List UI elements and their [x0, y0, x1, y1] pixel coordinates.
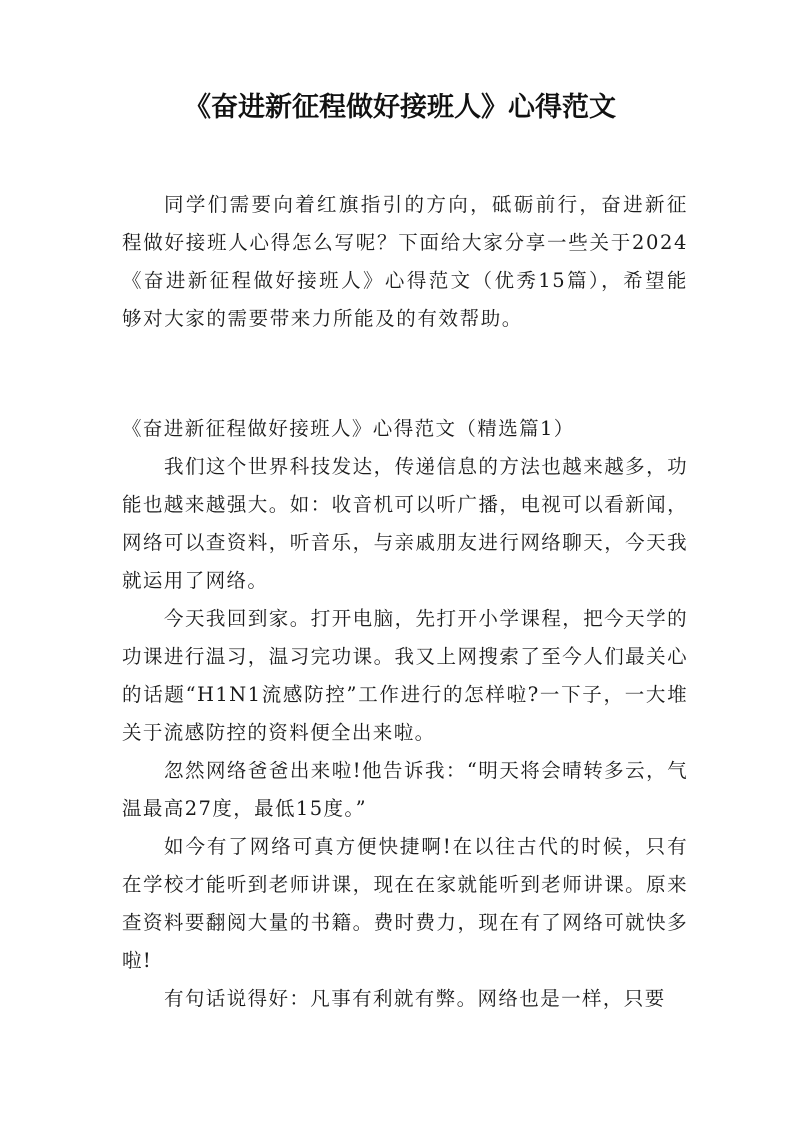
intro-paragraph: 同学们需要向着红旗指引的方向，砥砺前行，奋进新征程做好接班人心得怎么写呢？下面给大家分享一些关于2024《奋进新征程做好接班人》心得范文（优秀15篇），希望能够对大家的需要带来力所能及的有效帮助。 — [122, 193, 688, 330]
section-heading: 《奋进新征程做好接班人》心得范文（精选篇1） — [122, 417, 575, 440]
body-paragraph-2: 今天我回到家。打开电脑，先打开小学课程，把今天学的功课进行温习，温习完功课。我又上网搜索了至今人们最关心的话题“H1N1流感防控”工作进行的怎样啦?一下子，一大堆关于流感防控的资料便全出来啦。 — [122, 607, 688, 744]
document-title: 《奋进新征程做好接班人》心得范文 — [184, 92, 616, 123]
body-paragraph-4: 如今有了网络可真方便快捷啊!在以往古代的时候，只有在学校才能听到老师讲课，现在在家就能听到老师讲课。原来查资料要翻阅大量的书籍。费时费力，现在有了网络可就快多啦! — [122, 835, 688, 972]
body-paragraph-3: 忽然网络爸爸出来啦!他告诉我：“明天将会晴转多云，气温最高27度，最低15度。” — [122, 759, 688, 820]
essay-section-1 — [122, 410, 688, 1018]
body-paragraph-5: 有句话说得好：凡事有利就有弊。网络也是一样，只要 — [164, 987, 666, 1010]
body-paragraph-1: 我们这个世界科技发达，传递信息的方法也越来越多，功能也越来越强大。如：收音机可以听广播，电视可以看新闻，网络可以查资料，听音乐，与亲戚朋友进行网络聊天，今天我就运用了网络。 — [122, 455, 688, 592]
